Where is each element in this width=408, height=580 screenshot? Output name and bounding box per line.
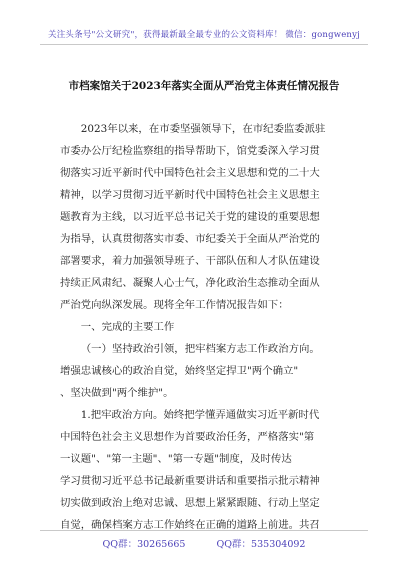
document-title: 市档案馆关于2023年落实全面从严治党主体责任情况报告 <box>68 80 340 92</box>
body-line: 一议题"、"第一主题"、"第一专题"制度，及时传达 <box>60 453 292 465</box>
section-heading: 一、完成的主要工作 <box>80 321 175 333</box>
body-line: 中国特色社会主义思想作为首要政治任务，严格落实"第 <box>60 431 315 443</box>
footer <box>0 536 408 550</box>
body-line: 彻落实习近平新时代中国特色社会主义思想和党的二十大 <box>60 167 320 179</box>
footer-qq-group-1: QQ群：30265665 <box>102 539 186 550</box>
document-body <box>60 118 352 536</box>
body-line: 市委办公厅纪检监察组的指导帮助下，馆党委深入学习贯 <box>60 145 320 157</box>
body-line: 2023年以来，在市委坚强领导下，在市纪委监委派驻 <box>80 123 326 135</box>
footer-qq-group-2: QQ群：535304092 <box>216 539 306 550</box>
body-line: 增强忠诚核心的政治自觉，始终坚定捍卫"两个确立" <box>60 365 299 377</box>
body-line: 严治党向纵深发展。现将全年工作情况报告如下： <box>60 299 289 311</box>
body-line: 持续正风肃纪、凝聚人心士气，净化政治生态推动全面从 <box>60 277 320 289</box>
body-line: 学习贯彻习近平总书记最新重要讲话和重要指示批示精神 <box>60 475 320 487</box>
body-line: 自觉，确保档案方志工作始终在正确的道路上前进。共召 <box>60 519 320 531</box>
header-divider <box>40 44 368 45</box>
body-line: 题教育为主线，以习近平总书记关于党的建设的重要思想 <box>60 211 320 223</box>
body-line: 精神，以学习贯彻习近平新时代中国特色社会主义思想主 <box>60 189 320 201</box>
footer-divider <box>40 530 368 531</box>
body-line: 1.把牢政治方向。始终把学懂弄通做实习近平新时代 <box>80 409 320 421</box>
body-line: 为指导，认真贯彻落实市委、市纪委关于全面从严治党的 <box>60 233 320 245</box>
body-line: 切实做到政治上绝对忠诚、思想上紧紧跟随、行动上坚定 <box>60 497 320 509</box>
body-line: 部署要求，着力加强领导班子、干部队伍和人才队伍建设 <box>60 255 320 267</box>
header-banner: 关注头条号"公文研究"，获得最新最全最专业的公文资料库！ 微信：gongwenyj <box>48 30 360 40</box>
body-line: 、坚决做到"两个维护"。 <box>60 387 174 399</box>
subsection-heading: （一）坚持政治引领，把牢档案方志工作政治方向。 <box>80 343 320 355</box>
